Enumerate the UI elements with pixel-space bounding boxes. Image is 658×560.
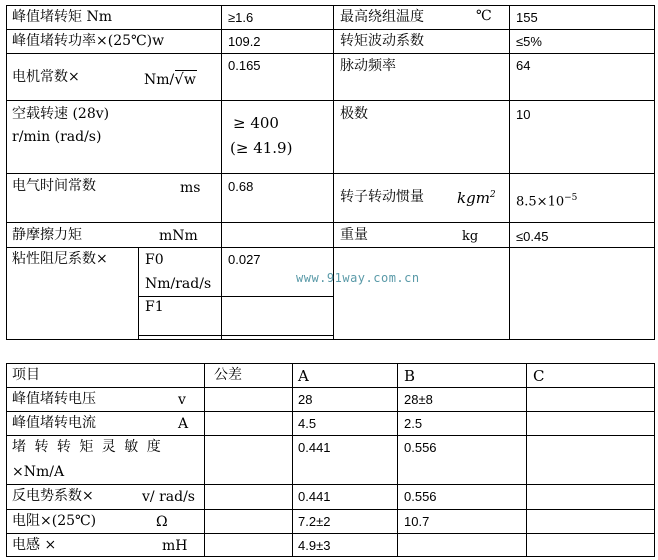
- row-label: 电感 ×: [12, 537, 57, 553]
- cell-a: 4.5: [298, 416, 317, 431]
- cell-a: 0.441: [298, 489, 331, 504]
- no-load-speed-value: ≥ 400: [233, 114, 279, 132]
- row-label-unit: ×Nm/A: [12, 464, 65, 480]
- no-load-speed-label: 空载转速 (28v): [12, 106, 110, 122]
- row-unit: v: [178, 392, 186, 408]
- peak-stall-power-value: 109.2: [228, 34, 261, 49]
- header-a: A: [298, 367, 309, 385]
- torque-ripple-label: 转矩波动系数: [340, 33, 424, 49]
- motor-constant-value: 0.165: [228, 58, 261, 73]
- weight-unit: kg: [462, 229, 479, 244]
- header-tolerance: 公差: [214, 367, 242, 383]
- header-b: B: [404, 367, 416, 385]
- viscous-damping-f0-unit: Nm/rad/s: [145, 276, 212, 292]
- max-winding-temp-label: 最高绕组温度: [340, 9, 424, 25]
- header-item: 项目: [12, 367, 40, 383]
- cell-a: 4.9±3: [298, 538, 331, 553]
- watermark-text: www.91way.com.cn: [296, 271, 420, 285]
- cell-b: 0.556: [404, 440, 437, 455]
- cell-b: 0.556: [404, 489, 437, 504]
- row-unit: A: [178, 416, 189, 432]
- electrical-time-constant-value: 0.68: [228, 179, 254, 194]
- rotor-inertia-label: 转子转动惯量: [340, 189, 424, 205]
- cell-b: 10.7: [404, 514, 430, 529]
- row-label: 峰值堵转电压: [12, 391, 96, 407]
- motor-constant-label: 电机常数×: [12, 69, 80, 85]
- row-label: 堵 转 转 矩 灵 敏 度: [12, 439, 163, 455]
- static-friction-torque-unit: mNm: [159, 228, 198, 244]
- electrical-time-constant-label: 电气时间常数: [12, 178, 96, 194]
- weight-label: 重量: [340, 227, 368, 243]
- viscous-damping-f0-value: 0.027: [228, 252, 261, 267]
- row-label: 电阻×(25℃): [12, 513, 97, 529]
- peak-stall-torque-label: 峰值堵转矩 Nm: [12, 9, 112, 25]
- peak-stall-torque-value: ≥1.6: [228, 10, 254, 25]
- electrical-time-constant-unit: ms: [180, 180, 201, 196]
- no-load-speed-rad-value: (≥ 41.9): [230, 139, 293, 157]
- row-unit: v/ rad/s: [142, 489, 195, 505]
- row-unit: Ω: [156, 514, 168, 530]
- cell-b: 28±8: [404, 392, 433, 407]
- header-c: C: [533, 367, 545, 385]
- cell-a: 0.441: [298, 440, 331, 455]
- row-label: 峰值堵转电流: [12, 415, 96, 431]
- motor-constant-unit: Nm/√w: [144, 70, 196, 88]
- cell-a: 7.2±2: [298, 514, 331, 529]
- peak-stall-power-label: 峰值堵转功率×(25℃)w: [12, 33, 165, 49]
- pole-count-label: 极数: [340, 106, 368, 122]
- ripple-frequency-label: 脉动频率: [340, 58, 396, 74]
- pole-count-value: 10: [516, 107, 531, 122]
- cell-a: 28: [298, 392, 313, 407]
- max-winding-temp-value: 155: [516, 10, 538, 25]
- cell-b: 2.5: [404, 416, 423, 431]
- viscous-damping-label: 粘性阻尼系数×: [12, 251, 108, 267]
- no-load-speed-unit: r/min (rad/s): [12, 129, 102, 145]
- rotor-inertia-value: $8.5\times 10^{-5}$: [516, 193, 578, 210]
- rotor-inertia-unit: kgm$^2$: [457, 189, 496, 207]
- viscous-damping-f1-label: F1: [145, 299, 164, 315]
- row-label: 反电势系数×: [12, 488, 94, 504]
- max-winding-temp-unit: ℃: [476, 8, 492, 24]
- torque-ripple-value: ≤5%: [516, 34, 542, 49]
- viscous-damping-f0-label: F0: [145, 252, 164, 268]
- weight-value: ≤0.45: [516, 229, 549, 244]
- row-unit: mH: [162, 538, 188, 554]
- static-friction-torque-label: 静摩擦力矩: [12, 227, 82, 243]
- ripple-frequency-value: 64: [516, 58, 531, 73]
